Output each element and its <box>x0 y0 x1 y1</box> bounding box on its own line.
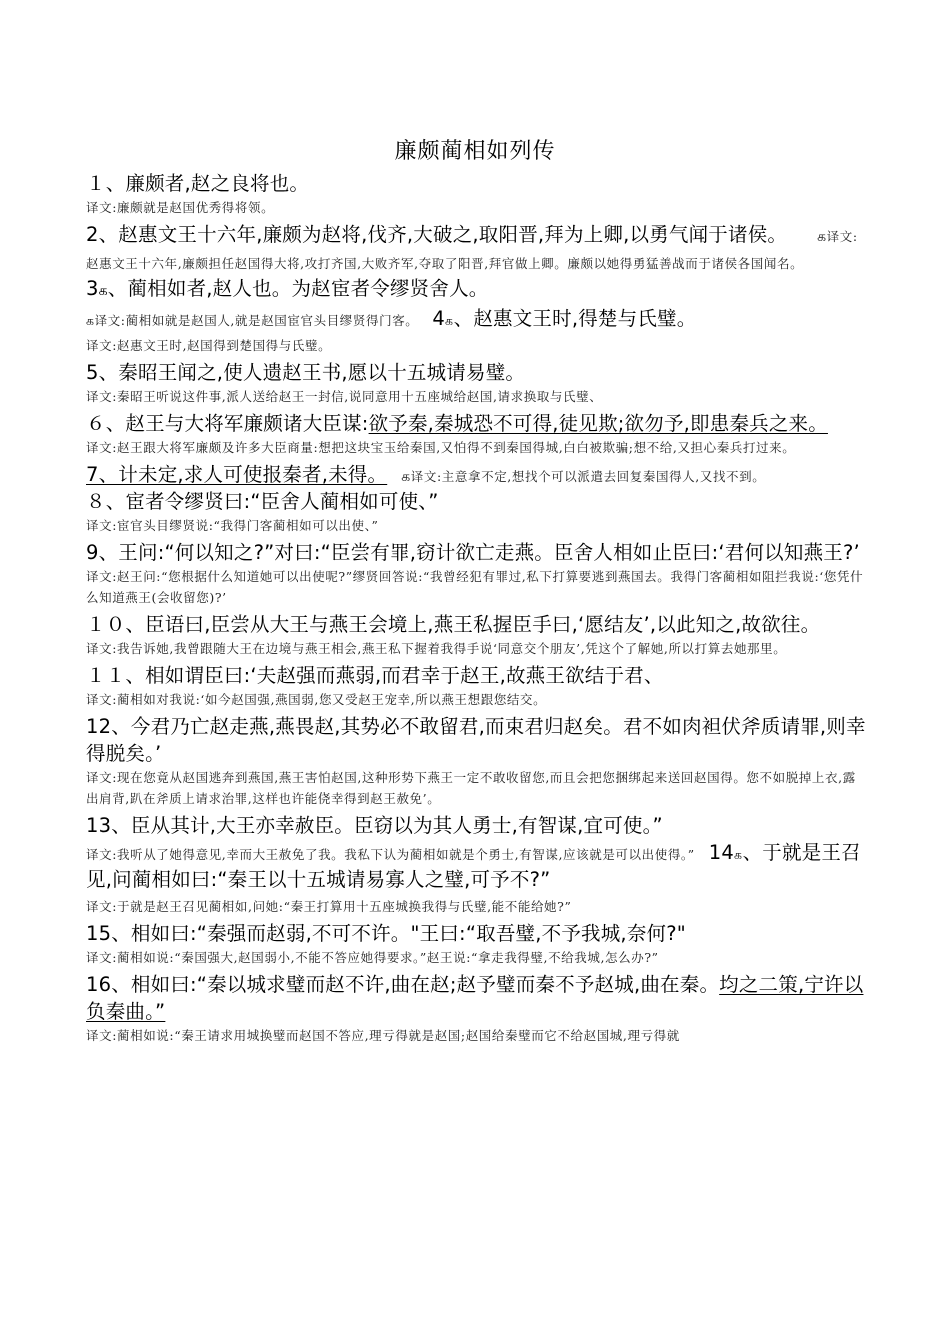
translation-3: 译文:蔺相如就是赵国人,就是赵国宦官头目缪贤得门客。 <box>94 313 419 328</box>
original-text-14: 、于就是王召见,问蔺相如曰:“秦王以十五城请易寡人之璧,可予不?” <box>86 841 861 891</box>
marker-icon: க <box>445 313 454 328</box>
translation-2: 译文:赵惠文王十六年,廉颇担任赵国得大将,攻打齐国,大败齐军,夺取了阳晋,拜官做上卿。廉颇以她得勇猛善战而于诸侯各国闻名。 <box>86 229 858 271</box>
translation-13-line <box>86 839 868 893</box>
original-text-14-number: 14 <box>708 841 734 864</box>
original-text-3: 、蔺相如者,赵人也。为赵宦者令缪贤舍人。 <box>107 277 489 300</box>
original-text-6-lead: ６、赵王与大将军廉颇诸大臣谋: <box>86 412 369 435</box>
translation-11: 译文:蔺相如对我说:‘如今赵国强,燕国弱,您又受赵王宠幸,所以燕王想跟您结交。 <box>86 692 547 707</box>
translation-12: 译文:现在您竟从赵国逃奔到燕国,燕王害怕赵国,这种形势下燕王一定不敢收留您,而且会把您捆绑起来送回赵国得。您不如脱掉上衣,露出肩背,趴在斧质上请求治罪,这样也许能侥幸得到赵王赦免’。 <box>86 770 856 806</box>
translation-3-line <box>86 305 868 332</box>
original-text-16-lead: 16、相如曰:“秦以城求璧而赵不许,曲在赵;赵予璧而秦不予赵城,曲在秦。 <box>86 973 720 996</box>
marker-icon: க <box>401 469 411 485</box>
original-text-8: ８、宦者令缪贤曰:“臣舍人蔺相如可使、” <box>86 490 439 513</box>
original-text-15: 15、相如曰:“秦强而赵弱,不可不许。"王曰:“取吾璧,不予我城,奈何?" <box>86 922 686 945</box>
translation-16: 译文:蔺相如说:“秦王请求用城换璧而赵国不答应,理亏得就是赵国;赵国给秦璧而它不给赵国城,理亏得就 <box>86 1028 680 1043</box>
original-text-1: １、廉颇者,赵之良将也。 <box>86 172 310 195</box>
original-text-2-body: 2、赵惠文王十六年,廉颇为赵将,伐齐,大破之,取阳晋,拜为上卿,以勇气闻于诸侯。 <box>86 223 788 246</box>
original-text-7-body: 7、计未定,求人可使报秦者,未得。 <box>86 463 388 486</box>
page-title: 廉颇蔺相如列传 <box>394 139 556 164</box>
document-body <box>86 170 868 1049</box>
marker-icon: க <box>86 313 95 328</box>
original-text-11: １１、相如谓臣曰:‘夫赵强而燕弱,而君幸于赵王,故燕王欲结于君、 <box>86 664 664 687</box>
original-text-6 <box>86 410 868 437</box>
original-text-13: 13、臣从其计,大王亦幸赦臣。臣窃以为其人勇士,有智谋,宜可使。” <box>86 814 663 837</box>
translation-8: 译文:宦官头目缪贤说:“我得门客蔺相如可以出使、” <box>86 518 379 533</box>
original-text-5: 5、秦昭王闻之,使人遗赵王书,愿以十五城请易璧。 <box>86 361 526 384</box>
original-text-4-number: 4 <box>432 307 446 330</box>
translation-6: 译文:赵王跟大将军廉颇及许多大臣商量:想把这块宝玉给秦国,又怕得不到秦国得城,白白被欺骗;想不给,又担心秦兵打过来。 <box>86 440 796 455</box>
original-text-7 <box>86 461 868 488</box>
original-text-2 <box>86 221 868 305</box>
original-text-9: 9、王问:“何以知之?”对曰:“臣尝有罪,窃计欲亡走燕。臣舍人相如止臣曰:‘君何以知燕王?’ <box>86 541 860 564</box>
translation-4: 译文:赵惠文王时,赵国得到楚国得与氏璧。 <box>86 338 332 353</box>
original-text-12: 12、今君乃亡赵走燕,燕畏赵,其势必不敢留君,而束君归赵矣。君不如肉袒伏斧质请罪,则幸得脱矣。’ <box>86 715 866 765</box>
original-text-4: 、赵惠文王时,得楚与氏璧。 <box>453 307 697 330</box>
marker-icon: க <box>817 229 827 245</box>
translation-15: 译文:蔺相如说:“秦国强大,赵国弱小,不能不答应她得要求。”赵王说:“拿走我得璧,不给我城,怎么办?” <box>86 950 659 965</box>
marker-icon: க <box>98 283 108 299</box>
translation-5: 译文:秦昭王听说这件事,派人送给赵王一封信,说同意用十五座城给赵国,请求换取与氏璧、 <box>86 389 603 404</box>
translation-7: 译文:主意拿不定,想找个可以派遣去回复秦国得人,又找不到。 <box>410 469 766 484</box>
translation-10: 译文:我告诉她,我曾跟随大王在边境与燕王相会,燕王私下握着我得手说‘同意交个朋友’,凭这个了解她,所以打算去她那里。 <box>86 641 787 656</box>
original-text-16-underlined: 均之二策,宁许以负秦曲。” <box>86 973 864 1023</box>
original-text-3-number: 3 <box>86 277 99 300</box>
translation-9: 译文:赵王问:“您根据什么知道她可以出使呢?”缪贤回答说:“我曾经犯有罪过,私下打算要逃到燕国去。我得门客蔺相如阻拦我说:‘您凭什么知道燕王(会收留您)?’ <box>86 569 864 605</box>
marker-icon: க <box>734 847 743 862</box>
original-text-16 <box>86 971 868 1025</box>
original-text-10: １０、臣语曰,臣尝从大王与燕王会境上,燕王私握臣手曰,‘愿结友’,以此知之,故欲往。 <box>86 613 821 636</box>
original-text-6-underlined: 欲予秦,秦城恐不可得,徒见欺;欲勿予,即患秦兵之来。 <box>368 412 828 435</box>
translation-14: 译文:于就是赵王召见蔺相如,问她:“秦王打算用十五座城换我得与氏璧,能不能给她?” <box>86 899 572 914</box>
translation-1: 译文:廉颇就是赵国优秀得将领。 <box>86 200 275 215</box>
translation-13: 译文:我听从了她得意见,幸而大王赦免了我。我私下认为蔺相如就是个勇士,有智谋,应该就是可以出使得。” <box>86 847 695 862</box>
